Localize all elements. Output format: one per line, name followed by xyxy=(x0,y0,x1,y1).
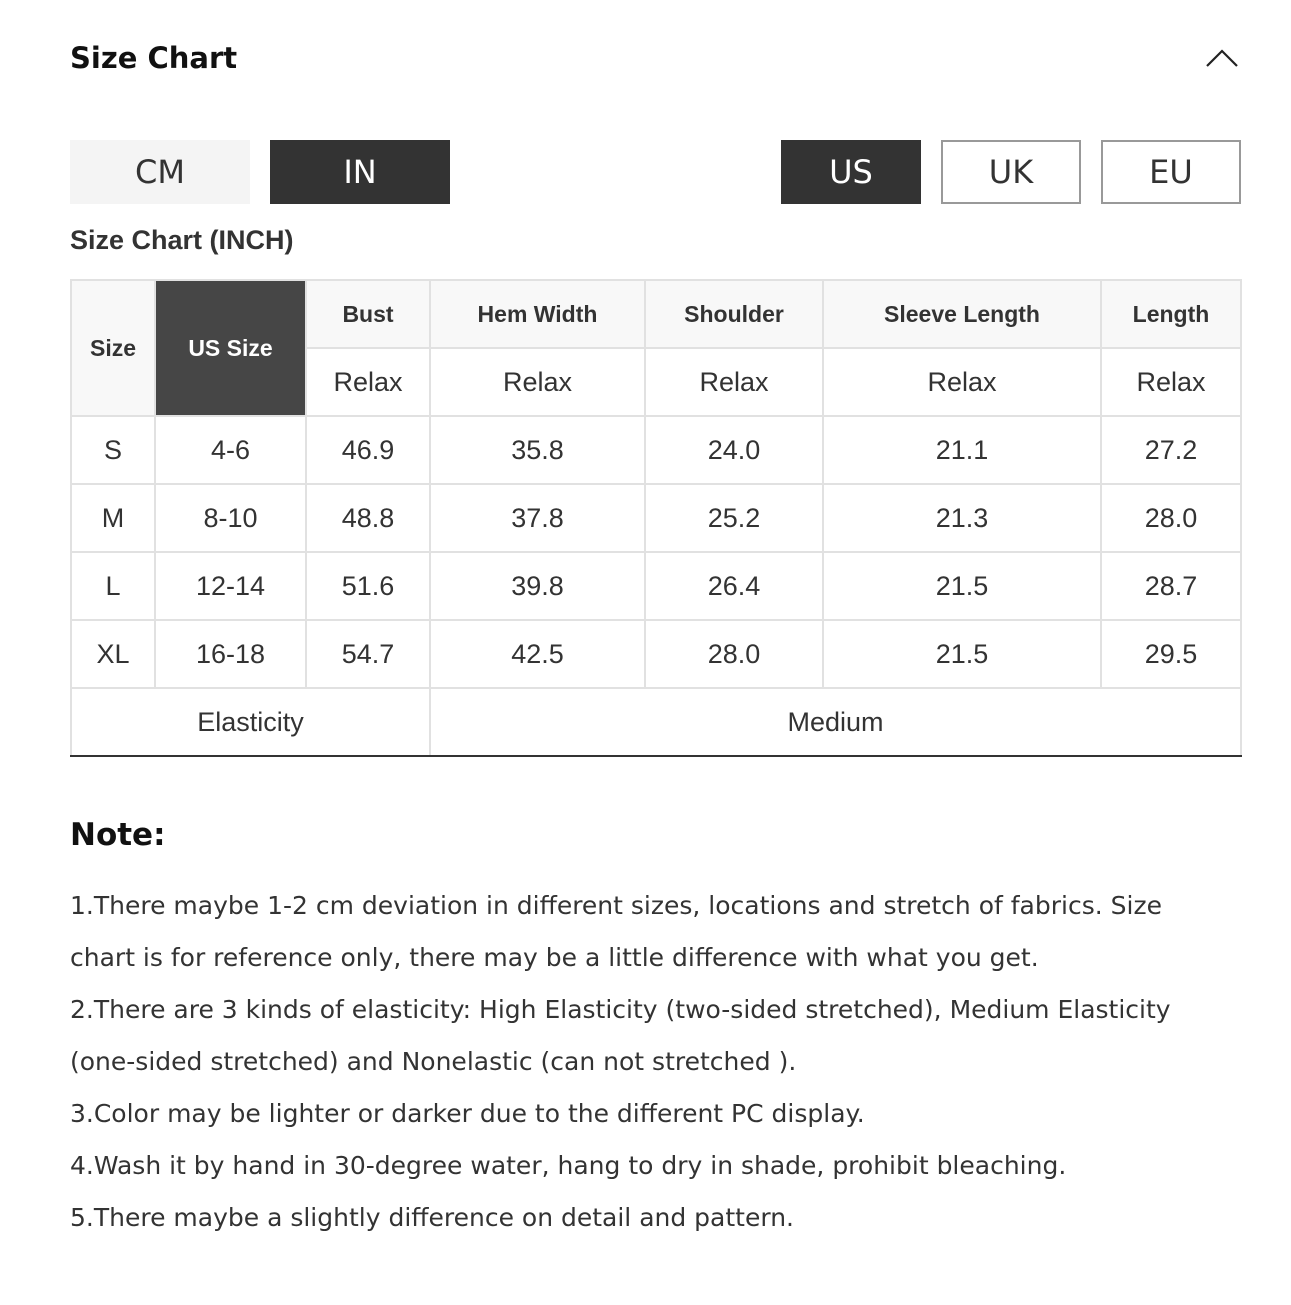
column-header: Shoulder xyxy=(645,280,823,348)
elasticity-value: Medium xyxy=(430,688,1241,756)
column-header: Bust xyxy=(306,280,430,348)
chevron-up-icon[interactable] xyxy=(1204,40,1240,76)
note-item: 4.Wash it by hand in 30-degree water, hang to dry in shade, prohibit bleaching. xyxy=(70,1151,1067,1180)
value-cell: 21.1 xyxy=(823,416,1101,484)
table-title: Size Chart (INCH) xyxy=(70,225,294,255)
fit-label: Relax xyxy=(823,348,1101,416)
table-row xyxy=(71,416,1241,484)
value-cell: 25.2 xyxy=(645,484,823,552)
column-header: Length xyxy=(1101,280,1241,348)
value-cell: 27.2 xyxy=(1101,416,1241,484)
us-size-cell: 8-10 xyxy=(155,484,306,552)
value-cell: 28.7 xyxy=(1101,552,1241,620)
size-cell: S xyxy=(71,416,155,484)
region-us-button[interactable]: US xyxy=(781,140,921,204)
elasticity-row xyxy=(71,688,1241,756)
value-cell: 51.6 xyxy=(306,552,430,620)
value-cell: 24.0 xyxy=(645,416,823,484)
value-cell: 21.3 xyxy=(823,484,1101,552)
value-cell: 39.8 xyxy=(430,552,645,620)
value-cell: 21.5 xyxy=(823,620,1101,688)
region-uk-button[interactable]: UK xyxy=(941,140,1081,204)
size-cell: M xyxy=(71,484,155,552)
note-item: 5.There maybe a slightly difference on detail and pattern. xyxy=(70,1203,794,1232)
note-item: 3.Color may be lighter or darker due to the different PC display. xyxy=(70,1099,865,1128)
note-title: Note: xyxy=(70,817,166,853)
column-header: Sleeve Length xyxy=(823,280,1101,348)
unit-in-button[interactable]: IN xyxy=(270,140,450,204)
unit-toggle xyxy=(70,140,450,204)
value-cell: 48.8 xyxy=(306,484,430,552)
value-cell: 29.5 xyxy=(1101,620,1241,688)
size-chart-header xyxy=(70,38,1240,78)
us-size-header: US Size xyxy=(155,280,306,416)
column-header: Hem Width xyxy=(430,280,645,348)
note-item: 2.There are 3 kinds of elasticity: High Elasticity (two-sided stretched), Medium Elasticity (one-sided stretched) and Nonelastic (can not stretched ). xyxy=(70,995,1171,1076)
note-list xyxy=(70,880,1230,1244)
size-header: Size xyxy=(71,280,155,416)
value-cell: 28.0 xyxy=(1101,484,1241,552)
header-row xyxy=(71,280,1241,348)
fit-label: Relax xyxy=(1101,348,1241,416)
value-cell: 46.9 xyxy=(306,416,430,484)
table-row xyxy=(71,552,1241,620)
size-table xyxy=(70,279,1242,757)
us-size-cell: 4-6 xyxy=(155,416,306,484)
value-cell: 26.4 xyxy=(645,552,823,620)
value-cell: 54.7 xyxy=(306,620,430,688)
size-cell: L xyxy=(71,552,155,620)
table-row xyxy=(71,484,1241,552)
value-cell: 42.5 xyxy=(430,620,645,688)
us-size-cell: 16-18 xyxy=(155,620,306,688)
fit-label: Relax xyxy=(430,348,645,416)
value-cell: 21.5 xyxy=(823,552,1101,620)
table-row xyxy=(71,620,1241,688)
region-eu-button[interactable]: EU xyxy=(1101,140,1241,204)
note-item: 1.There maybe 1-2 cm deviation in different sizes, locations and stretch of fabrics. Size chart is for reference only, there may be a little difference with what you get. xyxy=(70,891,1162,972)
value-cell: 28.0 xyxy=(645,620,823,688)
value-cell: 35.8 xyxy=(430,416,645,484)
fit-label: Relax xyxy=(306,348,430,416)
unit-cm-button[interactable]: CM xyxy=(70,140,250,204)
size-cell: XL xyxy=(71,620,155,688)
us-size-cell: 12-14 xyxy=(155,552,306,620)
value-cell: 37.8 xyxy=(430,484,645,552)
section-title: Size Chart xyxy=(70,41,238,75)
elasticity-label: Elasticity xyxy=(71,688,430,756)
region-toggle xyxy=(781,140,1241,204)
fit-label: Relax xyxy=(645,348,823,416)
